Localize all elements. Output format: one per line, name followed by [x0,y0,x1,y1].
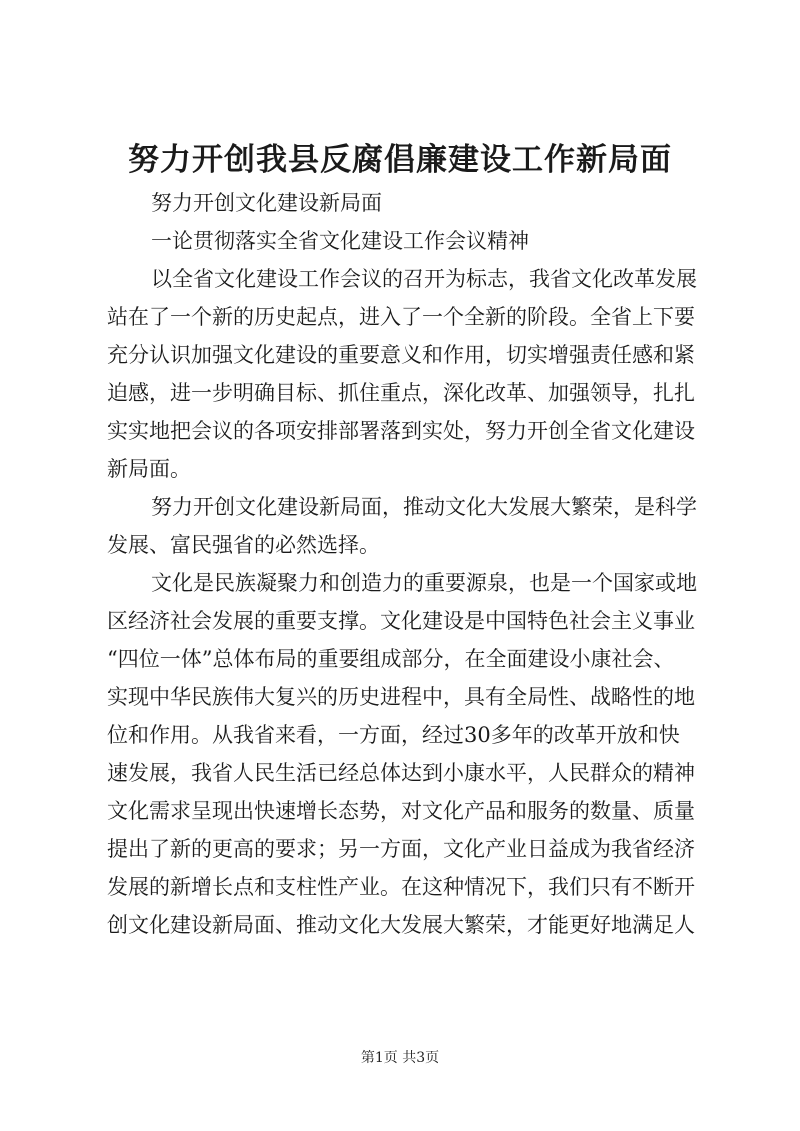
page-number: 第1页 共3页 [360,1050,440,1066]
paragraph-line: 发展、富民强省的必然选择。 [107,533,380,557]
paragraph-line: 区经济社会发展的重要支撑。文化建设是中国特色社会主义事业 [107,609,695,633]
paragraph-line: 实实地把会议的各项安排部署落到实处，努力开创全省文化建设 [107,419,695,443]
paragraph-line: 位和作用。从我省来看，一方面，经过30多年的改革开放和快 [107,723,680,747]
paragraph-line: 创文化建设新局面、推动文化大发展大繁荣，才能更好地满足人 [107,913,695,937]
paragraph-line: 提出了新的更高的要求；另一方面，文化产业日益成为我省经济 [107,837,695,861]
document-body [107,184,707,944]
paragraph-line: 文化是民族凝聚力和创造力的重要源泉，也是一个国家或地 [151,571,697,595]
sub-subtitle: 一论贯彻落实全省文化建设工作会议精神 [151,229,529,253]
paragraph-line: 站在了一个新的历史起点，进入了一个全新的阶段。全省上下要 [107,305,695,329]
paragraph-line: 迫感，进一步明确目标、抓住重点，深化改革、加强领导，扎扎 [107,381,695,405]
paragraph-line: 充分认识加强文化建设的重要意义和作用，切实增强责任感和紧 [107,343,695,367]
paragraph-line: 文化需求呈现出快速增长态势，对文化产品和服务的数量、质量 [107,799,695,823]
paragraph-line: “四位一体”总体布局的重要组成部分，在全面建设小康社会、 [107,647,675,671]
paragraph-line: 实现中华民族伟大复兴的历史进程中，具有全局性、战略性的地 [107,685,695,709]
paragraph-line: 新局面。 [107,457,191,481]
paragraph-line: 发展的新增长点和支柱性产业。在这种情况下，我们只有不断开 [107,875,695,899]
paragraph-line: 努力开创文化建设新局面，推动文化大发展大繁荣，是科学 [151,495,697,519]
paragraph-line: 以全省文化建设工作会议的召开为标志，我省文化改革发展 [151,267,697,291]
subtitle: 努力开创文化建设新局面 [151,191,382,215]
document-title: 努力开创我县反腐倡廉建设工作新局面 [128,142,672,178]
paragraph-line: 速发展，我省人民生活已经总体达到小康水平，人民群众的精神 [107,761,695,785]
